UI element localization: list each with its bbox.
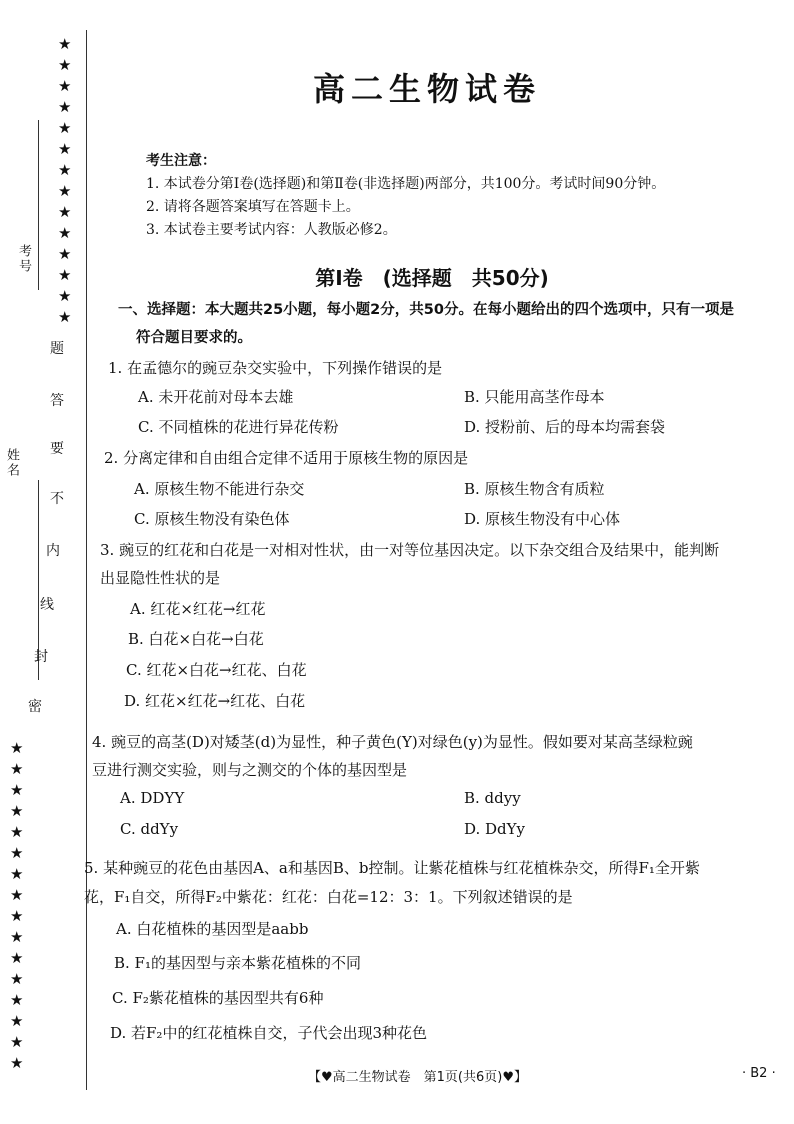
question-stem: 花，F₁自交，所得F₂中紫花：红花：白花=12：3：1。下列叙述错误的是 — [84, 888, 573, 906]
star-icon: ★ — [10, 991, 24, 1009]
option: D. 若F₂中的红花植株自交，子代会出现3种花色 — [110, 1024, 427, 1042]
option: A. 未开花前对母本去雄 — [138, 388, 294, 406]
star-icon: ★ — [10, 1054, 24, 1072]
star-icon: ★ — [10, 886, 24, 904]
option: D. 红花×红花→红花、白花 — [124, 692, 306, 710]
star-icon: ★ — [58, 308, 72, 326]
star-icon: ★ — [10, 1033, 24, 1051]
option: B. 白花×白花→白花 — [128, 630, 264, 648]
notice-item: 2. 请将各题答案填写在答题卡上。 — [146, 199, 360, 215]
seal-word: 内 — [46, 543, 60, 559]
star-icon: ★ — [58, 287, 72, 305]
option: C. F₂紫花植株的基因型共有6种 — [112, 989, 324, 1007]
exam-notice — [146, 150, 665, 242]
star-icon: ★ — [10, 823, 24, 841]
star-icon: ★ — [58, 56, 72, 74]
star-icon: ★ — [58, 98, 72, 116]
seal-word: 线 — [40, 597, 54, 613]
option: C. 原核生物没有染色体 — [134, 510, 290, 528]
question-stem: 豆进行测交实验，则与之测交的个体的基因型是 — [92, 761, 408, 779]
question-stem: 2. 分离定律和自由组合定律不适用于原核生物的原因是 — [104, 449, 469, 467]
notice-heading: 考生注意： — [146, 153, 216, 169]
seal-word: 密 — [28, 699, 42, 715]
star-icon: ★ — [58, 266, 72, 284]
option: C. 红花×白花→红花、白花 — [126, 661, 307, 679]
option: D. 原核生物没有中心体 — [464, 510, 621, 528]
notice-item: 3. 本试卷主要考试内容：人教版必修2。 — [146, 222, 397, 238]
option: B. ddyy — [464, 789, 521, 807]
star-icon: ★ — [10, 865, 24, 883]
star-icon: ★ — [10, 949, 24, 967]
star-icon: ★ — [58, 35, 72, 53]
seal-word: 答 — [50, 393, 64, 409]
question-stem: 4. 豌豆的高茎(D)对矮茎(d)为显性，种子黄色(Y)对绿色(y)为显性。假如要对某高茎绿粒豌 — [92, 733, 693, 751]
star-icon: ★ — [58, 77, 72, 95]
option: B. 原核生物含有质粒 — [464, 480, 605, 498]
notice-item: 1. 本试卷分第Ⅰ卷(选择题)和第Ⅱ卷(非选择题)两部分，共100分。考试时间90分钟。 — [146, 176, 666, 192]
option: A. 原核生物不能进行杂交 — [134, 480, 305, 498]
star-icon: ★ — [10, 739, 24, 757]
instruction-line: 符合题目要求的。 — [136, 330, 252, 346]
star-icon: ★ — [10, 1012, 24, 1030]
option: B. 只能用高茎作母本 — [464, 388, 605, 406]
question-stem: 出显隐性性状的是 — [100, 569, 221, 587]
star-icon: ★ — [58, 140, 72, 158]
binding-margin — [0, 0, 92, 1124]
name-label: 姓名 — [4, 448, 19, 478]
seal-word: 题 — [50, 341, 64, 357]
option: C. 不同植株的花进行异花传粉 — [138, 418, 339, 436]
star-icon: ★ — [10, 907, 24, 925]
star-border-bottom — [10, 738, 23, 1074]
star-icon: ★ — [10, 844, 24, 862]
star-icon: ★ — [10, 928, 24, 946]
star-icon: ★ — [58, 182, 72, 200]
star-icon: ★ — [58, 224, 72, 242]
instruction-line: 一、选择题：本大题共25小题，每小题2分，共50分。在每小题给出的四个选项中，只有一项是 — [118, 302, 734, 318]
star-icon: ★ — [10, 781, 24, 799]
section-title: 第Ⅰ卷 (选择题 共50分) — [315, 266, 549, 290]
option: A. 红花×红花→红花 — [130, 600, 266, 618]
option: A. DDYY — [120, 789, 185, 807]
star-icon: ★ — [58, 203, 72, 221]
star-icon: ★ — [58, 119, 72, 137]
option: C. ddYy — [120, 820, 179, 838]
option: A. 白花植株的基因型是aabb — [116, 920, 309, 938]
star-icon: ★ — [58, 161, 72, 179]
star-icon: ★ — [10, 802, 24, 820]
page-title: 高二生物试卷 — [312, 70, 541, 108]
option: D. DdYy — [464, 820, 526, 838]
footer-page-info: 【♥高二生物试卷 第1页(共6页)♥】 — [308, 1070, 527, 1085]
option: D. 授粉前、后的母本均需套袋 — [464, 418, 666, 436]
question-stem: 1. 在孟德尔的豌豆杂交实验中，下列操作错误的是 — [108, 359, 443, 377]
option: B. F₁的基因型与亲本紫花植株的不同 — [114, 954, 361, 972]
margin-edge-line — [86, 30, 87, 1090]
footer-code: · B2 · — [742, 1066, 776, 1081]
exam-number-label: 考号 — [16, 244, 31, 274]
question-stem: 5. 某种豌豆的花色由基因A、a和基因B、b控制。让紫花植株与红花植株杂交，所得F₁全开紫 — [84, 859, 700, 877]
seal-word: 封 — [34, 649, 48, 665]
seal-word: 要 — [50, 441, 64, 457]
seal-word: 不 — [50, 491, 64, 507]
star-icon: ★ — [10, 970, 24, 988]
star-icon: ★ — [58, 245, 72, 263]
star-icon: ★ — [10, 760, 24, 778]
question-stem: 3. 豌豆的红花和白花是一对相对性状，由一对等位基因决定。以下杂交组合及结果中，能判断 — [100, 541, 720, 559]
